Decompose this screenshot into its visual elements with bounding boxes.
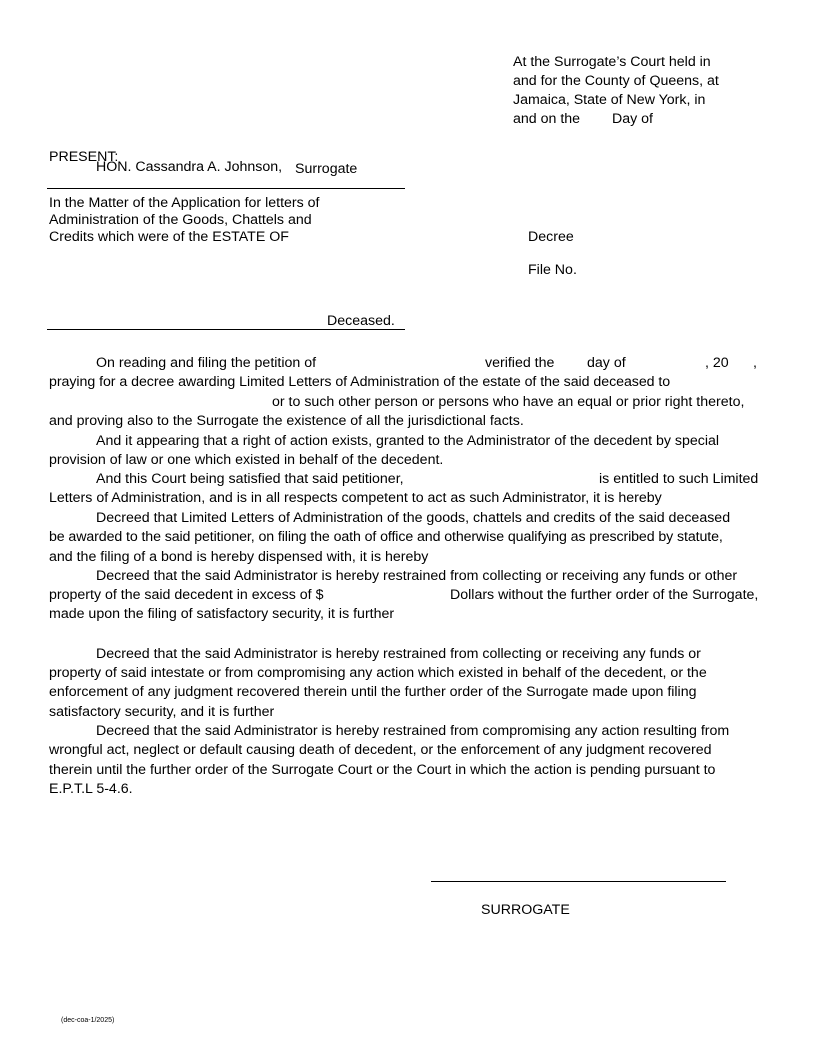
p1-line-3: or to such other person or persons who have an equal or prior right thereto, — [272, 394, 745, 410]
caption-top-rule — [47, 188, 405, 189]
p7-line-2: wrongful act, neglect or default causing death of decedent, or the enforcement of any judgment recovered — [49, 742, 712, 758]
p1-line-2: praying for a decree awarding Limited Letters of Administration of the estate of the said deceased to — [49, 374, 671, 390]
p4-line-3: and the filing of a bond is hereby dispensed with, it is hereby — [49, 549, 429, 565]
file-no-label: File No. — [528, 262, 577, 278]
court-line-4b: Day of — [612, 111, 654, 127]
p1-line-1b: verified the — [485, 355, 555, 371]
court-line-3: Jamaica, State of New York, in — [513, 92, 706, 108]
p4-line-2: be awarded to the said petitioner, on filing the oath of office and otherwise qualifying as prescribed by statute, — [49, 529, 723, 545]
p6-line-3: enforcement of any judgment recovered therein until the further order of the Surrogate made upon filing — [49, 684, 697, 700]
p7-line-1: Decreed that the said Administrator is hereby restrained from compromising any action resulting from — [96, 723, 730, 739]
court-line-1: At the Surrogate’s Court held in — [513, 54, 711, 70]
p2-line-1: And it appearing that a right of action exists, granted to the Administrator of the decedent by special — [96, 433, 720, 449]
present-label: PRESENT: — [49, 149, 119, 165]
p7-line-3: therein until the further order of the Surrogate Court or the Court in which the action is pending pursuant to — [49, 762, 716, 778]
caption-bottom-rule — [47, 329, 405, 330]
p1-line-1e: , — [753, 355, 757, 371]
caption-line-2: Administration of the Goods, Chattels and — [49, 212, 312, 228]
p5-line-2a: property of the said decedent in excess of $ — [49, 587, 324, 603]
form-code: (dec-coa-1/2025) — [61, 1017, 115, 1024]
p6-line-1: Decreed that the said Administrator is hereby restrained from collecting or receiving any funds or — [96, 646, 701, 662]
court-line-2: and for the County of Queens, at — [513, 73, 719, 89]
p3-line-2: Letters of Administration, and is in all respects competent to act as such Administrator, it is hereby — [49, 490, 662, 506]
p6-line-4: satisfactory security, and it is further — [49, 704, 275, 720]
p3-line-1b: is entitled to such Limited — [599, 471, 759, 487]
p1-line-4: and proving also to the Surrogate the existence of all the jurisdictional facts. — [49, 413, 524, 429]
p1-line-1d: , 20 — [705, 355, 729, 371]
p7-line-4: E.P.T.L 5-4.6. — [49, 781, 133, 797]
p5-line-2b: Dollars without the further order of the Surrogate, — [450, 587, 759, 603]
decree-label: Decree — [528, 229, 574, 245]
signature-label: SURROGATE — [481, 902, 570, 918]
p1-line-1c: day of — [587, 355, 626, 371]
p4-line-1: Decreed that Limited Letters of Administration of the goods, chattels and credits of the said deceased — [96, 510, 731, 526]
p5-line-1: Decreed that the said Administrator is hereby restrained from collecting or receiving any funds or other — [96, 568, 738, 584]
judge-title: Surrogate — [295, 161, 358, 177]
caption-line-1: In the Matter of the Application for letters of — [49, 195, 320, 211]
court-line-4a: and on the — [513, 111, 581, 127]
p6-line-2: property of said intestate or from compromising any action which existed in behalf of the decedent, or the — [49, 665, 707, 681]
p1-line-1a: On reading and filing the petition of — [96, 355, 317, 371]
p5-line-3: made upon the filing of satisfactory security, it is further — [49, 606, 395, 622]
p2-line-2: provision of law or one which existed in behalf of the decedent. — [49, 452, 444, 468]
deceased-label: Deceased. — [327, 313, 395, 329]
judge-name: HON. Cassandra A. Johnson, — [96, 159, 283, 175]
caption-line-3: Credits which were of the ESTATE OF — [49, 229, 289, 245]
signature-line — [431, 881, 726, 882]
p3-line-1a: And this Court being satisfied that said petitioner, — [96, 471, 404, 487]
